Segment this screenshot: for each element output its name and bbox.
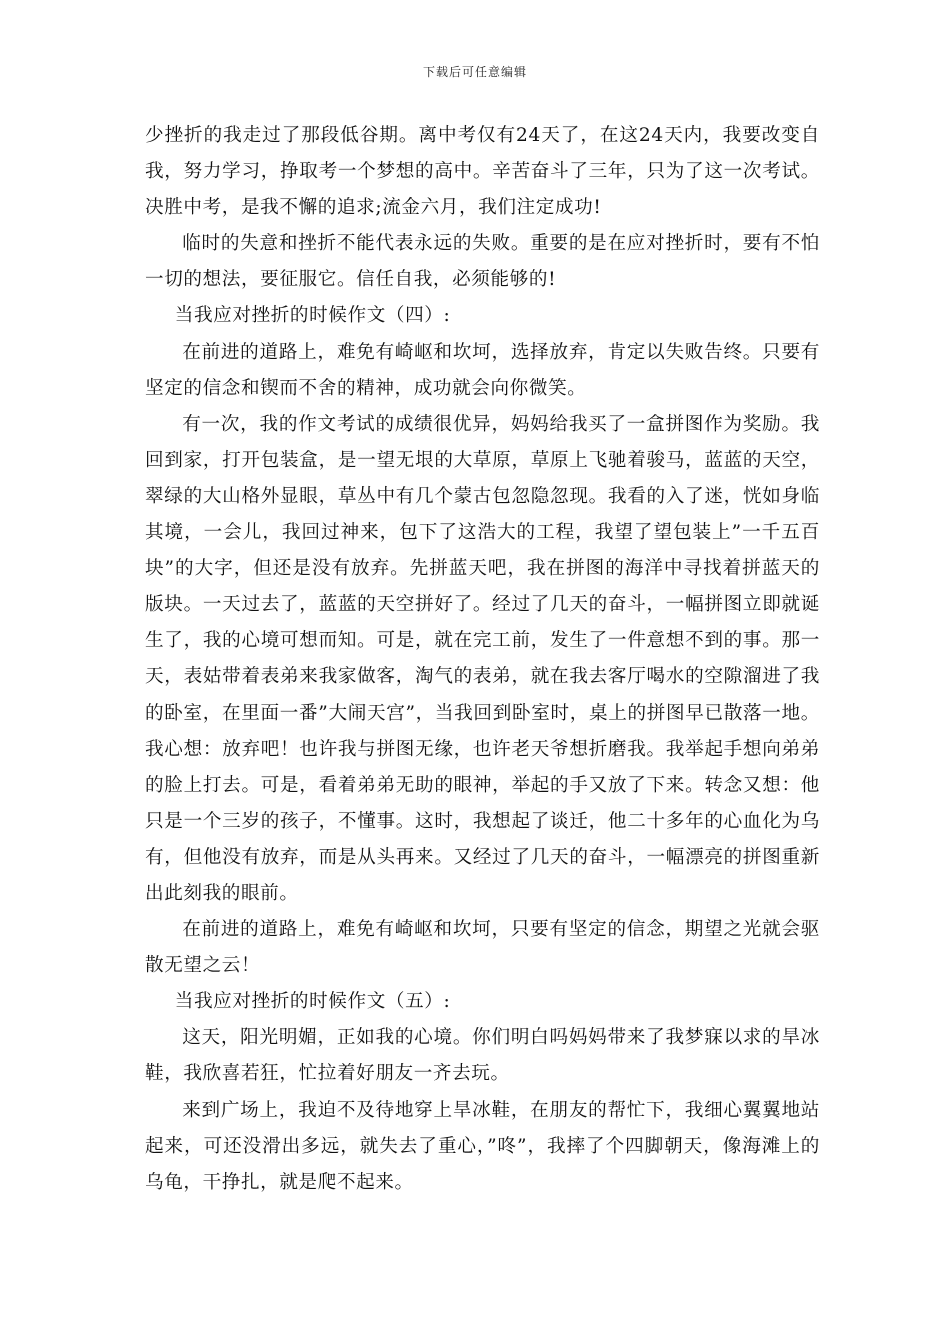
paragraph: 这天，阳光明媚，正如我的心境。你们明白吗妈妈带来了我梦寐以求的旱冰鞋，我欣喜若狂，忙拉着好朋友一齐去玩。 — [145, 1027, 820, 1085]
paragraph-continued: 少挫折的我走过了那段低谷期。离中考仅有24天了，在这24天内，我要改变自我，努力学习，挣取考一个梦想的高中。辛苦奋斗了三年，只为了这一次考试。决胜中考，是我不懈的追求;流金六月，我们注定成功! — [145, 125, 820, 219]
document-body — [145, 118, 820, 1201]
paragraph: 来到广场上，我迫不及待地穿上旱冰鞋，在朋友的帮忙下，我细心翼翼地站起来，可还没滑出多远，就失去了重心，”咚”，我摔了个四脚朝天，像海滩上的乌龟，干挣扎，就是爬不起来。 — [145, 1099, 820, 1193]
paragraph: 临时的失意和挫折不能代表永远的失败。重要的是在应对挫折时，要有不怕一切的想法，要征服它。信任自我，必须能够的! — [145, 233, 820, 291]
page-header-note: 下载后可任意编辑 — [422, 65, 527, 79]
paragraph: 在前进的道路上，难免有崎岖和坎坷，只要有坚定的信念，期望之光就会驱散无望之云！ — [145, 919, 820, 977]
section-heading-five: 当我应对挫折的时候作文（五）: — [174, 991, 451, 1013]
section-heading-four: 当我应对挫折的时候作文（四）: — [174, 305, 451, 327]
paragraph: 有一次，我的作文考试的成绩很优异，妈妈给我买了一盒拼图作为奖励。我回到家，打开包装盒，是一望无垠的大草原，草原上飞驰着骏马，蓝蓝的天空，翠绿的大山格外显眼，草丛中有几个蒙古包忽隐忽现。我看的入了迷，恍如身临其境，一会儿，我回过神来，包下了这浩大的工程，我望了望包装上”一千五百块”的大字，但还是没有放弃。先拼蓝天吧，我在拼图的海洋中寻找着拼蓝天的版块。一天过去了，蓝蓝的天空拼好了。经过了几天的奋斗，一幅拼图立即就诞生了，我的心境可想而知。可是，就在完工前，发生了一件意想不到的事。那一天，表姑带着表弟来我家做客，淘气的表弟，就在我去客厅喝水的空隙溜进了我的卧室，在里面一番”大闹天宫”，当我回到卧室时，桌上的拼图早已散落一地。我心想：放弃吧！也许我与拼图无缘，也许老天爷想折磨我。我举起手想向弟弟的脸上打去。可是，看着弟弟无助的眼神，举起的手又放了下来。转念又想：他只是一个三岁的孩子，不懂事。这时，我想起了谈迁，他二十多年的心血化为乌有，但他没有放弃，而是从头再来。又经过了几天的奋斗，一幅漂亮的拼图重新出此刻我的眼前。 — [145, 413, 820, 904]
paragraph: 在前进的道路上，难免有崎岖和坎坷，选择放弃，肯定以失败告终。只要有坚定的信念和锲而不舍的精神，成功就会向你微笑。 — [145, 341, 820, 399]
